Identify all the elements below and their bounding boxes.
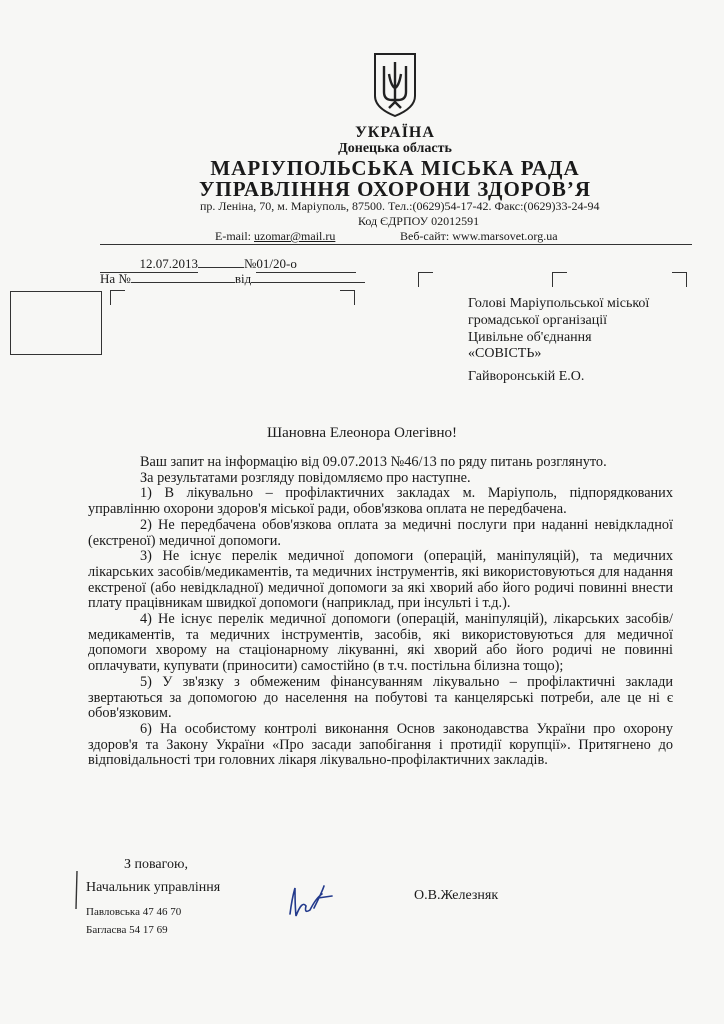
margin-mark bbox=[74, 870, 80, 910]
address-corner-mark bbox=[340, 290, 355, 305]
header-country: УКРАЇНА bbox=[355, 124, 435, 141]
email-label: E-mail: bbox=[215, 229, 251, 243]
list-item: 6) На особистому контролі виконання Основ законодавства України про охорону здоров'я та Закону України «Про засади запобігання і протидії корупції». Притягнено до відповідальності три головних лікаря лікувально-профілактичних закладів. bbox=[88, 720, 673, 769]
intro-paragraph: За результатами розгляду повідомляємо про наступне. bbox=[140, 469, 471, 486]
recipient-line: Голові Маріупольської міської bbox=[468, 296, 650, 311]
address-corner-mark bbox=[110, 290, 125, 305]
address-corner-mark bbox=[552, 272, 567, 287]
contact-line: Павловська 47 46 70 bbox=[86, 906, 182, 918]
closing-position: Начальник управління bbox=[86, 880, 221, 895]
closing-regards: З повагою, bbox=[124, 857, 188, 872]
recipient-line: громадської організації bbox=[468, 313, 608, 328]
header-oblast: Донецька область bbox=[338, 141, 452, 156]
recipient-line: «СОВІСТЬ» bbox=[468, 346, 542, 361]
header-address: пр. Леніна, 70, м. Маріуполь, 87500. Тел.:(0629)54-17-42. Факс:(0629)33-24-94 bbox=[200, 199, 600, 213]
greeting: Шановна Елеонора Олегівно! bbox=[267, 425, 457, 441]
list-item: 4) Не існує перелік медичної допомоги (операцій, маніпуляцій), лікарських засобів/медикаментів, та медичних інструментів, засобів, які використовуються для медичної допомоги хворому на стаціонарному лікуванні, які хворий або його родичі не повинні оплачувати, купувати (приносити) самостійно (в т.ч. постільна білизна тощо); bbox=[88, 611, 673, 675]
outgoing-number: 01/20-о bbox=[256, 256, 356, 273]
registration-stamp-box bbox=[10, 291, 102, 355]
header-department: УПРАВЛІННЯ ОХОРОНИ ЗДОРОВ’Я bbox=[198, 177, 592, 201]
coat-of-arms-emblem bbox=[372, 52, 418, 118]
list-item: 3) Не існує перелік медичної допомоги (операцій, маніпуляцій), та медичних лікарських засобів/медикаментів, та медичних інструментів, які використовуються для надання екстреної (або невідкладної) медичної допомоги за які хворий або його родичі повинні внести плату працівникам швидкої допомоги (наприклад, при інсульті і т.д.). bbox=[88, 548, 673, 612]
letter-body bbox=[88, 455, 673, 769]
recipient-line: Цивільне об'єднання bbox=[468, 330, 592, 345]
header-website: Веб-сайт: www.marsovet.org.ua bbox=[400, 229, 558, 243]
list-item: 1) В лікувально – профілактичних закладах м. Маріуполь, підпорядкованих управлінню охорони здоров'я міської ради, обов'язкова оплата не передбачена. bbox=[88, 485, 673, 518]
number-label: № bbox=[244, 256, 257, 271]
list-item: 2) Не передбачена обов'язкова оплата за медичні послуги при наданні невідкладної (екстреної) медичної допомоги. bbox=[88, 516, 673, 549]
contact-line: Багласва 54 17 69 bbox=[86, 924, 168, 936]
list-item: 5) У зв'язку з обмеженим фінансуванням лікувально – профілактичні заклади звертаються за допомогою до населення на побутові та канцелярські потреби, але це ні є обов'язковим. bbox=[88, 673, 673, 722]
intro-paragraph: Ваш запит на інформацію від 09.07.2013 №46/13 по ряду питань розглянуто. bbox=[140, 454, 607, 470]
closing-signatory: О.В.Железняк bbox=[414, 888, 499, 903]
recipient-name: Гайворонській Е.О. bbox=[468, 369, 585, 384]
header-edrpou: Код ЄДРПОУ 02012591 bbox=[358, 214, 480, 228]
header-council: МАРІУПОЛЬСЬКА МІСЬКА РАДА bbox=[210, 156, 580, 180]
email-link[interactable]: uzomar@mail.ru bbox=[254, 229, 336, 243]
address-corner-mark bbox=[672, 272, 687, 287]
signature-icon bbox=[286, 884, 336, 920]
address-corner-mark bbox=[418, 272, 433, 287]
reply-prefix: На № bbox=[100, 271, 131, 286]
reply-line bbox=[100, 271, 365, 287]
header-divider bbox=[100, 244, 692, 245]
header-email-line bbox=[215, 229, 335, 244]
outgoing-date: 12.07.2013 bbox=[100, 256, 198, 273]
reply-from: від bbox=[234, 271, 252, 286]
